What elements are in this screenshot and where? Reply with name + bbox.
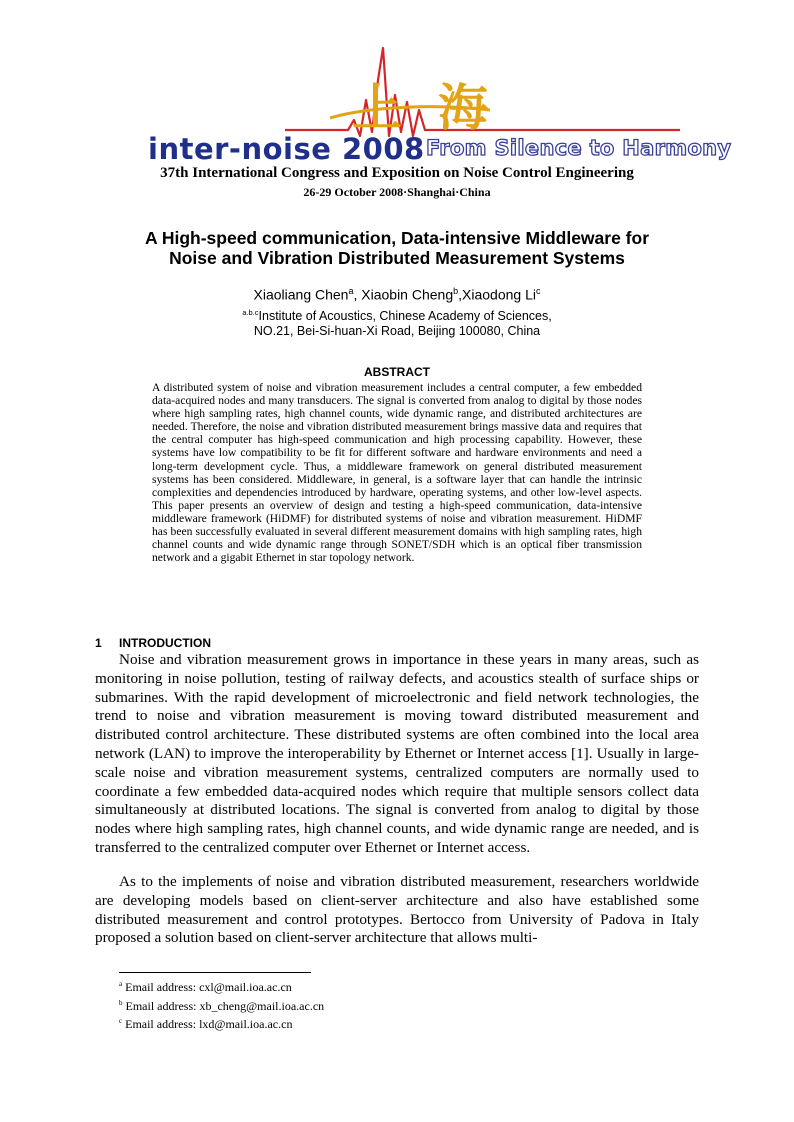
- author-name: Xiaodong Li: [462, 286, 536, 303]
- affiliation-line-2: NO.21, Bei-Si-huan-Xi Road, Beijing 100080, China: [253, 324, 541, 339]
- footnote-divider: [119, 972, 311, 973]
- intro-paragraph-2: As to the implements of noise and vibration distributed measurement, researchers worldwide are developing models based on client-server architecture and also have established some distributed measurement and control prototypes. Bertocco from University of Padova in Italy proposed a solution based on client-server architecture that allows multi-: [95, 873, 699, 947]
- affiliation-institute: Institute of Acoustics, Chinese Academy of Sciences,: [258, 309, 552, 324]
- section-number: 1: [95, 636, 102, 650]
- footnote-mark: a: [119, 980, 123, 988]
- footnote-text: Email address: xb_cheng@mail.ioa.ac.cn: [125, 998, 325, 1013]
- congress-dates: 26-29 October 2008·Shanghai·China: [303, 185, 491, 199]
- logo-slogan: From Silence to Harmony: [426, 136, 732, 160]
- footnote-text: Email address: lxd@mail.ioa.ac.cn: [125, 1017, 293, 1031]
- paper-title-line-2: Noise and Vibration Distributed Measurement Systems: [169, 248, 625, 268]
- section-title: INTRODUCTION: [119, 636, 211, 650]
- footnote: [119, 1014, 324, 1033]
- footnotes: [119, 977, 324, 1033]
- affiliation: [0, 305, 794, 339]
- author-name: Xiaobin Cheng: [361, 286, 454, 303]
- affiliation-marks: a.b.c: [242, 308, 259, 317]
- footnote: [119, 977, 324, 996]
- abstract-body: A distributed system of noise and vibration measurement includes a central computer, a few embedded data-acquired nodes and many transducers. The signal is converted from analog to digital by those nodes where high sampling rates, high channel counts, wide dynamic range, and distributed architectures are needed. Therefore, the noise and vibration distributed measurement brings massive data and requires that the central computer has high-speed communication and high processing capability. However, these systems have low compatibility to be fit for different software and hardware environments and need a long-term development cycle. Thus, a middleware framework on general distributed measurement systems has been considered. Middleware, in general, is a software layer that can handle the intrinsic complexities and dependencies introduced by hardware, operating systems, and other low-level aspects. This paper presents an overview of design and testing a high-speed communication, data-intensive middleware framework (HiDMF) for distributed systems of noise and vibration measurement. HiDMF has been successfully evaluated in several different measurement domains with high sampling rates, high channel counts and wide dynamic range through SONET/SDH which is an optical fiber transmission network and a gigabit Ethernet in star topology network.: [152, 381, 642, 565]
- intro-paragraph-1: Noise and vibration measurement grows in importance in these years in many areas, such as monitoring in noise pollution, testing of railway defects, and acoustics stealth of surface ships or submarines. With the rapid development of microelectronic and field network technologies, the trend to noise and vibration measurement is moving toward distributed measurement and distributed control architecture. These distributed systems are often combined into the local area network (LAN) to improve the interoperability by Ethernet or Internet access [1]. Usually in large-scale noise and vibration measurement systems, centralized computers are normally used to coordinate a few embedded data-acquired nodes which require that multiple sensors collect data simultaneously at distributed locations. The signal is converted from analog to digital by those nodes where high sampling rates, high channel counts, and wide dynamic range are needed, and is transferred to the centralized computer over Ethernet or Internet access.: [95, 651, 699, 856]
- paper-title: [0, 228, 794, 268]
- footnote: [119, 996, 324, 1015]
- logo-conference-name: inter-noise 2008: [148, 132, 425, 166]
- section-heading: [95, 636, 211, 650]
- abstract-heading: ABSTRACT: [364, 365, 430, 379]
- footnote-mark: c: [119, 1017, 123, 1025]
- footnote-text: Email address: cxl@mail.ioa.ac.cn: [125, 980, 292, 994]
- paper-title-line-1: A High-speed communication, Data-intensive Middleware for: [144, 228, 649, 248]
- logo-city-name: 上海: [352, 78, 524, 137]
- affiliation-line-1: [0, 305, 794, 324]
- footnote-mark: b: [119, 998, 123, 1007]
- congress-title: 37th International Congress and Exposition on Noise Control Engineering: [160, 165, 634, 181]
- author-list: Xiaoliang Chen$^a$, Xiaobin Cheng$^b$,Xiaodong Li$^c$: [253, 286, 541, 303]
- author-name: Xiaoliang Chen: [253, 286, 349, 303]
- author-mark: a: [348, 286, 354, 296]
- author-mark: b: [453, 286, 459, 296]
- author-mark: c: [535, 286, 541, 296]
- conference-logo: [140, 40, 732, 170]
